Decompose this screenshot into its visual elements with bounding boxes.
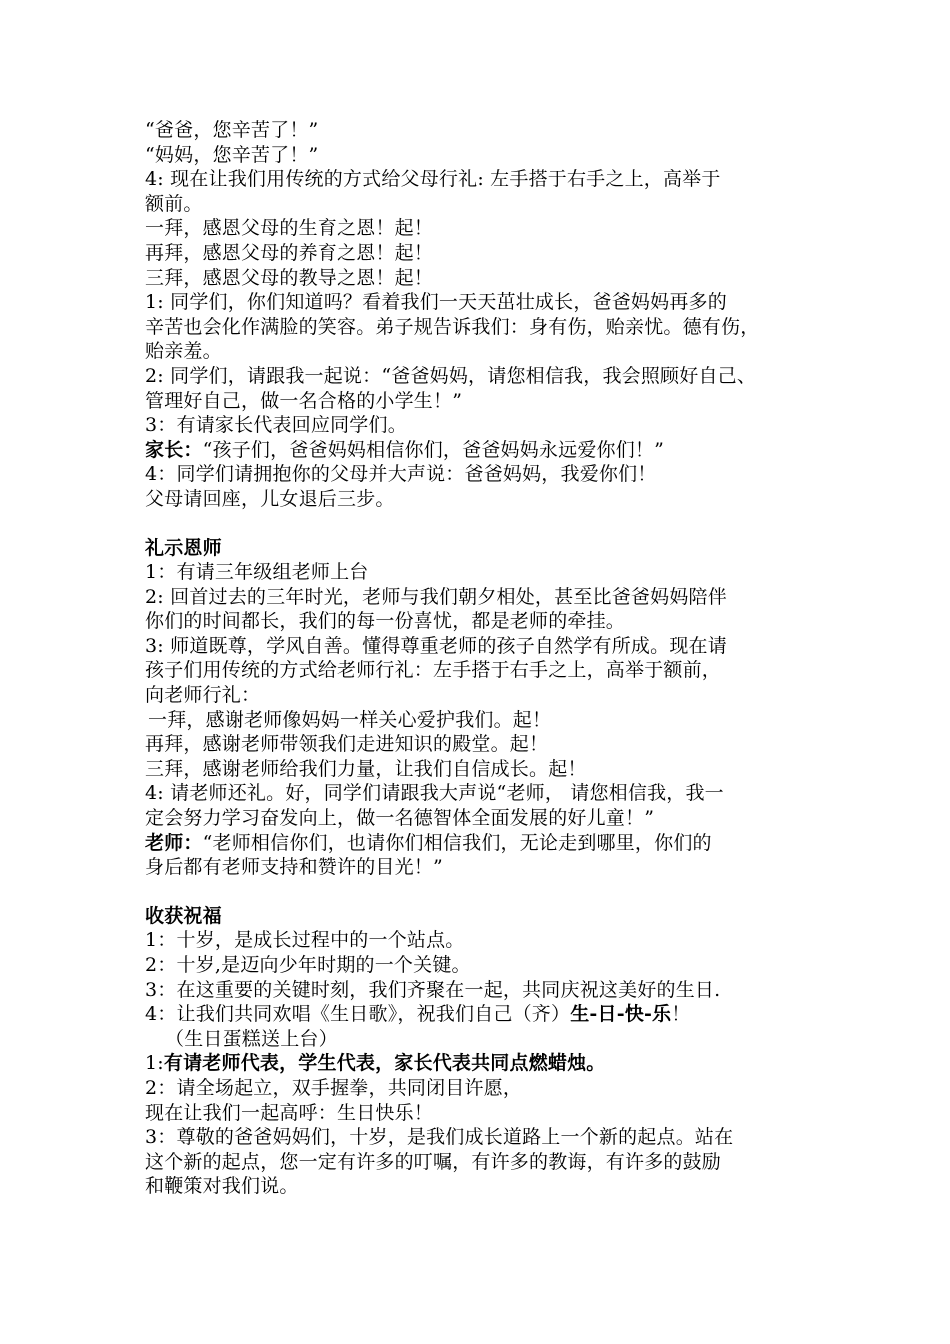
- section-heading: 礼示恩师: [145, 536, 222, 559]
- text-line: 辛苦也会化作满脸的笑容。弟子规告诉我们：身有伤，贻亲忧。德有伤，: [145, 315, 760, 338]
- section-teachers: [145, 536, 835, 880]
- teacher-speech-line: [145, 831, 835, 856]
- text-line: 身后都有老师支持和赞许的目光！”: [145, 856, 443, 879]
- text-line: 4：同学们请拥抱你的父母并大声说：爸爸妈妈，我爱你们！: [145, 463, 657, 486]
- parent-text: “孩子们，爸爸妈妈相信你们，爸爸妈妈永远爱你们！”: [202, 438, 665, 461]
- text-line: 再拜，感谢老师带领我们走进知识的殿堂。起！: [145, 733, 549, 756]
- text-line: 一拜，感谢老师像妈妈一样关心爱护我们。起！: [148, 708, 552, 731]
- text-line: 贻亲羞。: [145, 340, 222, 363]
- paragraph-gap: [145, 512, 835, 536]
- text-line: 你们的时间都长，我们的每一份喜忧，都是老师的牵挂。: [145, 610, 626, 633]
- song-line-suffix: ！: [671, 1003, 691, 1026]
- cake-line: （生日蛋糕送上台）: [165, 1027, 338, 1050]
- candle-line-prefix: 1:: [145, 1052, 164, 1075]
- teacher-text: “老师相信你们，也请你们相信我们，无论走到哪里，你们的: [202, 831, 712, 854]
- text-line: 再拜，感恩父母的养育之恩！起！: [145, 241, 434, 264]
- text-line: 1：十岁，是成长过程中的一个站点。: [145, 929, 465, 952]
- text-line: 管理好自己，做一名合格的小学生！”: [145, 389, 463, 412]
- section-parents: [145, 118, 835, 512]
- song-line-prefix: 4：让我们共同欢唱《生日歌》，祝我们自己（齐）: [145, 1003, 571, 1026]
- happy-birthday-text: 生-日-快-乐: [570, 1003, 672, 1026]
- text-line: 2: 回首过去的三年时光，老师与我们朝夕相处，甚至比爸爸妈妈陪伴: [145, 585, 727, 608]
- text-line: 父母请回座，儿女退后三步。: [145, 487, 395, 510]
- text-line: 2：请全场起立，双手握拳，共同闭目许愿，: [145, 1076, 523, 1099]
- section-heading: 收获祝福: [145, 904, 222, 927]
- text-line: 4: 现在让我们用传统的方式给父母行礼: 左手搭于右手之上，高举于: [145, 168, 721, 191]
- section-blessings: [145, 904, 835, 1199]
- text-line: 三拜，感谢老师给我们力量，让我们自信成长。起！: [145, 757, 587, 780]
- text-line: 3：有请家长代表回应同学们。: [145, 414, 407, 437]
- text-line: 3: 师道既尊，学风自善。懂得尊重老师的孩子自然学有所成。现在请: [145, 634, 727, 657]
- text-line: 现在让我们一起高呼：生日快乐！: [145, 1101, 434, 1124]
- candle-line: [145, 1051, 835, 1076]
- text-line: 2：十岁,是迈向少年时期的一个关键。: [145, 954, 471, 976]
- teacher-label: 老师：: [145, 831, 203, 854]
- candle-line-text: 有请老师代表，学生代表，家长代表共同点燃蜡烛。: [163, 1052, 606, 1075]
- text-line: 1：有请三年级组老师上台: [145, 561, 369, 584]
- parent-speech-line: [145, 438, 835, 463]
- text-line: “妈妈，您辛苦了！”: [145, 143, 319, 166]
- text-line: 2: 同学们，请跟我一起说：“爸爸妈妈，请您相信我，我会照顾好自己、: [145, 364, 757, 387]
- text-line: 3：在这重要的关键时刻，我们齐聚在一起，共同庆祝这美好的生日.: [145, 978, 721, 1001]
- document-page: [145, 118, 835, 1199]
- text-line: 这个新的起点，您一定有许多的叮嘱，有许多的教诲，有许多的鼓励: [145, 1150, 722, 1173]
- text-line: 额前。: [145, 192, 203, 215]
- song-line: [145, 1002, 835, 1027]
- text-line: “爸爸，您辛苦了！”: [145, 119, 319, 141]
- text-line: 1: 同学们，你们知道吗？看着我们一天天茁壮成长，爸爸妈妈再多的: [145, 291, 727, 314]
- text-line: 4: 请老师还礼。好，同学们请跟我大声说“老师， 请您相信我，我一: [145, 782, 724, 805]
- text-line: 三拜，感恩父母的教导之恩！起！: [145, 266, 434, 289]
- text-line: 和鞭策对我们说。: [145, 1175, 299, 1198]
- text-line: 向老师行礼：: [145, 684, 261, 707]
- paragraph-gap: [145, 880, 835, 904]
- parent-label: 家长：: [145, 438, 203, 461]
- text-line: 一拜，感恩父母的生育之恩！起！: [145, 217, 434, 240]
- text-line: 3：尊敬的爸爸妈妈们，十岁，是我们成长道路上一个新的起点。站在: [145, 1126, 734, 1149]
- text-line: 定会努力学习奋发向上，做一名德智体全面发展的好儿童！”: [145, 807, 655, 830]
- text-line: 孩子们用传统的方式给老师行礼：左手搭于右手之上，高举于额前，: [145, 659, 722, 682]
